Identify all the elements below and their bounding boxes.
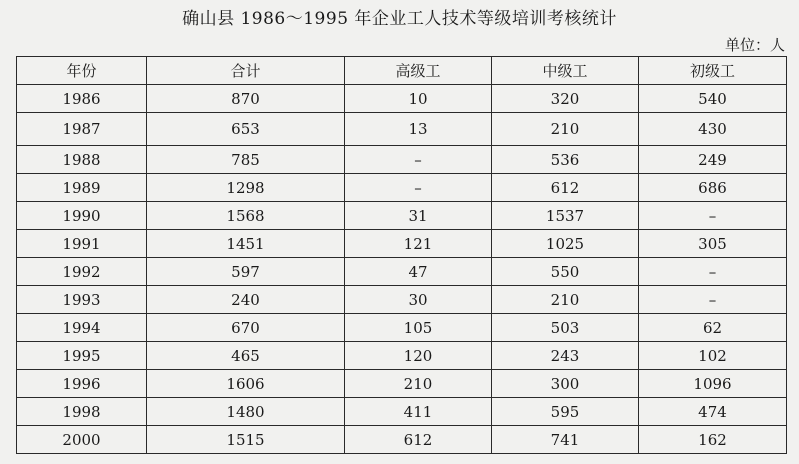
cell-junior: 305	[639, 230, 787, 258]
table-title: 确山县 1986～1995 年企业工人技术等级培训考核统计	[182, 9, 617, 29]
cell-total: 1606	[147, 370, 345, 398]
cell-senior: 47	[345, 258, 492, 286]
cell-year: 1987	[17, 113, 147, 146]
cell-year: 1998	[17, 398, 147, 426]
cell-year: 1993	[17, 286, 147, 314]
header-senior: 高级工	[345, 57, 492, 85]
cell-senior: 612	[345, 426, 492, 454]
cell-year: 2000	[17, 426, 147, 454]
cell-senior: 411	[345, 398, 492, 426]
cell-junior: 249	[639, 146, 787, 174]
cell-senior: –	[345, 146, 492, 174]
header-junior: 初级工	[639, 57, 787, 85]
cell-senior: –	[345, 174, 492, 202]
cell-senior: 120	[345, 342, 492, 370]
cell-senior: 31	[345, 202, 492, 230]
cell-year: 1994	[17, 314, 147, 342]
cell-senior: 13	[345, 113, 492, 146]
cell-total: 597	[147, 258, 345, 286]
cell-senior: 30	[345, 286, 492, 314]
cell-junior: 540	[639, 85, 787, 113]
cell-intermediate: 503	[492, 314, 639, 342]
cell-total: 653	[147, 113, 345, 146]
table-row	[17, 85, 787, 113]
table-row	[17, 426, 787, 454]
cell-intermediate: 243	[492, 342, 639, 370]
cell-intermediate: 300	[492, 370, 639, 398]
cell-total: 870	[147, 85, 345, 113]
cell-total: 1568	[147, 202, 345, 230]
table-row	[17, 174, 787, 202]
cell-total: 1480	[147, 398, 345, 426]
cell-junior: 62	[639, 314, 787, 342]
cell-total: 785	[147, 146, 345, 174]
cell-total: 240	[147, 286, 345, 314]
header-intermediate: 中级工	[492, 57, 639, 85]
cell-intermediate: 1537	[492, 202, 639, 230]
cell-total: 1515	[147, 426, 345, 454]
cell-junior: –	[639, 202, 787, 230]
cell-total: 1298	[147, 174, 345, 202]
cell-year: 1986	[17, 85, 147, 113]
table-row	[17, 314, 787, 342]
cell-junior: 686	[639, 174, 787, 202]
cell-senior: 10	[345, 85, 492, 113]
cell-total: 465	[147, 342, 345, 370]
cell-intermediate: 595	[492, 398, 639, 426]
cell-year: 1992	[17, 258, 147, 286]
cell-year: 1990	[17, 202, 147, 230]
table-row	[17, 113, 787, 146]
cell-intermediate: 612	[492, 174, 639, 202]
cell-senior: 105	[345, 314, 492, 342]
cell-intermediate: 536	[492, 146, 639, 174]
cell-intermediate: 550	[492, 258, 639, 286]
header-year: 年份	[17, 57, 147, 85]
cell-junior: 102	[639, 342, 787, 370]
table-row	[17, 146, 787, 174]
cell-year: 1991	[17, 230, 147, 258]
cell-intermediate: 320	[492, 85, 639, 113]
cell-total: 1451	[147, 230, 345, 258]
table-row	[17, 202, 787, 230]
cell-junior: –	[639, 258, 787, 286]
header-row	[17, 57, 787, 85]
cell-junior: 162	[639, 426, 787, 454]
cell-total: 670	[147, 314, 345, 342]
cell-junior: 474	[639, 398, 787, 426]
cell-year: 1995	[17, 342, 147, 370]
cell-senior: 121	[345, 230, 492, 258]
cell-junior: 1096	[639, 370, 787, 398]
table-row	[17, 258, 787, 286]
cell-intermediate: 741	[492, 426, 639, 454]
table-row	[17, 398, 787, 426]
cell-year: 1989	[17, 174, 147, 202]
table-row	[17, 342, 787, 370]
unit-label: 单位：人	[724, 36, 785, 54]
cell-intermediate: 210	[492, 113, 639, 146]
cell-intermediate: 210	[492, 286, 639, 314]
table-row	[17, 230, 787, 258]
cell-year: 1996	[17, 370, 147, 398]
cell-junior: –	[639, 286, 787, 314]
cell-intermediate: 1025	[492, 230, 639, 258]
header-total: 合计	[147, 57, 345, 85]
cell-year: 1988	[17, 146, 147, 174]
table-row	[17, 370, 787, 398]
table-body	[17, 85, 787, 454]
cell-senior: 210	[345, 370, 492, 398]
statistics-table	[16, 56, 787, 454]
cell-junior: 430	[639, 113, 787, 146]
table-row	[17, 286, 787, 314]
